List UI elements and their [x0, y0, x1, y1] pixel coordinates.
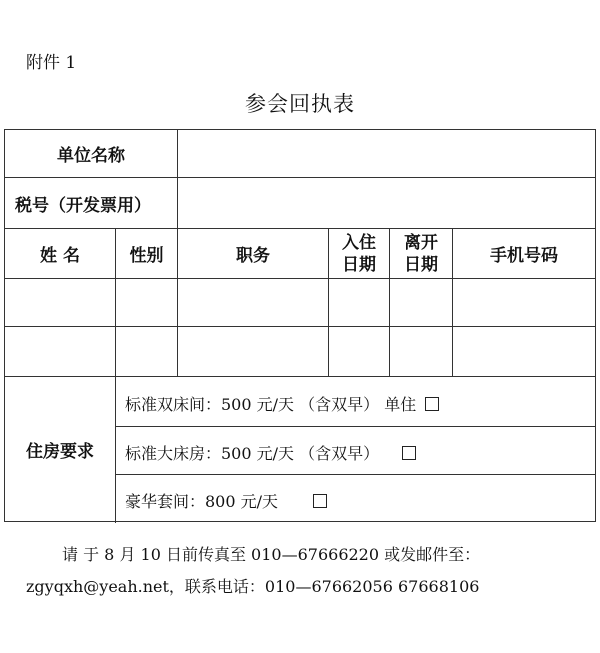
unit-name-label: 单位名称: [57, 146, 125, 166]
row2-checkout-field[interactable]: [390, 327, 452, 376]
registration-form-table: [4, 129, 596, 522]
footer-instruction-line2: zgyqxh@yeah.net，联系电话：010—67662056 67668106: [26, 577, 480, 596]
column-header-phone: 手机号码: [490, 246, 558, 266]
footer-instruction-line1: 请 于 8 月 10 日前传真至 010—67666220 或发邮件至：: [62, 545, 481, 564]
column-header-position: 职务: [236, 246, 270, 266]
housing-option-standard-twin: [125, 392, 439, 415]
tax-id-field[interactable]: [178, 178, 595, 228]
row1-checkin-field[interactable]: [329, 279, 389, 326]
row1-name-field[interactable]: [5, 279, 115, 326]
page-title: 参会回执表: [245, 92, 355, 116]
column-header-gender: 性别: [129, 246, 164, 266]
row1-position-field[interactable]: [178, 279, 328, 326]
housing-requirement-label: 住房要求: [26, 441, 94, 462]
checkin-label-line2: 日期: [342, 254, 376, 275]
row1-gender-field[interactable]: [116, 279, 177, 326]
row2-checkin-field[interactable]: [329, 327, 389, 376]
unit-name-field[interactable]: [178, 130, 595, 177]
column-header-name: 姓 名: [40, 246, 80, 266]
deluxe-suite-checkbox[interactable]: [313, 494, 327, 508]
column-header-checkin-date: [329, 229, 389, 278]
row2-gender-field[interactable]: [116, 327, 177, 376]
tax-id-label: 税号（开发票用）: [15, 195, 151, 216]
row2-phone-field[interactable]: [453, 327, 595, 376]
checkout-label-line1: 离开: [404, 232, 438, 253]
row1-checkout-field[interactable]: [390, 279, 452, 326]
row1-phone-field[interactable]: [453, 279, 595, 326]
row2-position-field[interactable]: [178, 327, 328, 376]
housing-option-text: 标准大床房：500 元/天 （含双早）: [125, 444, 380, 463]
row2-name-field[interactable]: [5, 327, 115, 376]
housing-option-text: 豪华套间：800 元/天: [125, 492, 279, 511]
standard-king-checkbox[interactable]: [402, 446, 416, 460]
housing-option-text: 标准双床间：500 元/天 （含双早） 单住: [125, 395, 417, 414]
attachment-label: 附件 1: [26, 53, 77, 73]
housing-option-deluxe-suite: [125, 489, 327, 512]
standard-twin-checkbox[interactable]: [425, 397, 439, 411]
checkout-label-line2: 日期: [404, 254, 438, 275]
housing-option-standard-king: [125, 441, 416, 464]
checkin-label-line1: 入住: [342, 232, 376, 253]
column-header-checkout-date: [390, 229, 452, 278]
